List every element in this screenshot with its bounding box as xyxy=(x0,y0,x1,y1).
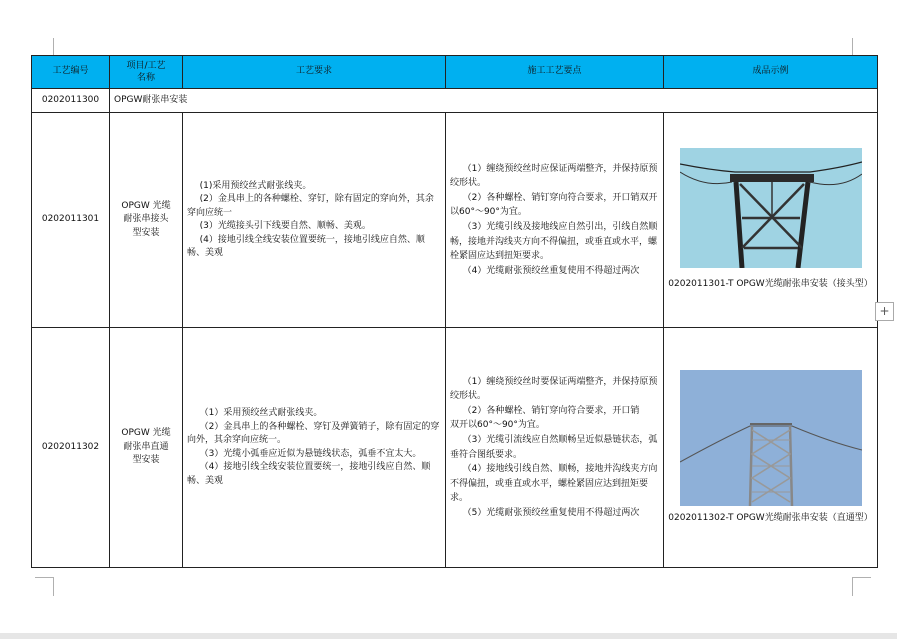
process-table xyxy=(31,55,878,568)
header-key-points: 施工工艺要点 xyxy=(446,56,664,89)
bottom-scroll-area xyxy=(0,633,897,639)
key-point-item: 双开以60°～90°为宜。 xyxy=(450,420,545,431)
requirement-item: （4）接地引线全线安装位置要统一，接地引线应自然、顺畅、美观 xyxy=(187,462,431,486)
crop-mark-bottom-right xyxy=(852,577,871,596)
requirement-item: （1）采用预绞丝式耐张线夹。 xyxy=(199,408,323,418)
key-point-item: （3）光缆引线及接地线应自然引出，引线自然顺畅，接地并沟线夹方向不得偏扭，或垂直或水平，螺栓紧固应达到扭矩要求。 xyxy=(450,222,658,262)
key-point-item: （2）各种螺栓、销钉穿向符合要求，开口销 xyxy=(462,405,640,416)
header-requirements: 工艺要求 xyxy=(183,56,446,89)
key-point-item: （1）缠绕预绞丝时要保证两端整齐，并保持原预绞形状。 xyxy=(450,376,658,402)
header-sample: 成品示例 xyxy=(664,56,878,89)
key-point-item: （4）光缆耐张预绞丝重复使用不得超过两次 xyxy=(462,265,640,276)
requirement-item: (1)采用预绞丝式耐张线夹。 xyxy=(199,180,312,191)
row-code: 0202011301 xyxy=(32,113,110,328)
section-row xyxy=(32,89,878,113)
header-code: 工艺编号 xyxy=(32,56,110,89)
requirement-item: (4）接地引线全线安装位置要统一，接地引线应自然、顺畅、美观 xyxy=(187,234,425,258)
key-point-item: （2）各种螺栓、销钉穿向符合要求，开口销双开以60°～90°为宜。 xyxy=(450,192,658,218)
crop-mark-bottom-left xyxy=(35,577,54,596)
requirement-item: (3）光缆接头引下线要自然、顺畅、美观。 xyxy=(199,221,371,231)
row-requirements xyxy=(183,113,446,328)
requirement-item: （3）光缆小弧垂应近似为悬链线状态，弧垂不宜太大。 xyxy=(199,448,422,459)
row-code: 0202011302 xyxy=(32,328,110,568)
sample-caption: 0202011301-T OPGW光缆耐张串安装（接头型） xyxy=(668,279,873,290)
header-row xyxy=(32,56,878,89)
table-row xyxy=(32,328,878,568)
section-code: 0202011300 xyxy=(32,89,110,113)
row-sample xyxy=(664,113,878,328)
header-name: 项目/工艺 名称 xyxy=(110,56,183,89)
section-name: OPGW耐张串安装 xyxy=(110,89,878,113)
row-key-points xyxy=(446,328,664,568)
key-point-item: （1）缠绕预绞丝时应保证两端整齐，并保持原预绞形状。 xyxy=(450,163,658,189)
row-requirements xyxy=(183,328,446,568)
row-name: OPGW 光缆 耐张串接头 型安装 xyxy=(110,113,183,328)
row-key-points xyxy=(446,113,664,328)
requirement-item: （2）金具串上的各种螺栓、穿钉及弹簧销子，除有固定的穿向外，其余穿向应统一。 xyxy=(187,421,440,445)
tower-top-photo-icon xyxy=(680,370,862,506)
requirement-item: (2）金具串上的各种螺栓、穿钉，除有固定的穿向外，其余穿向应统一 xyxy=(187,194,434,218)
table-row xyxy=(32,113,878,328)
key-point-item: （5）光缆耐张预绞丝重复使用不得超过两次 xyxy=(462,507,640,518)
key-point-item: （4）接地线引线自然、顺畅，接地并沟线夹方向不得偏扭，或垂直或水平，螺栓紧固应达到扭矩要求。 xyxy=(450,464,658,504)
row-sample xyxy=(664,328,878,568)
row-name: OPGW 光缆 耐张串直通 型安装 xyxy=(110,328,183,568)
tower-photo-icon xyxy=(680,148,862,268)
key-point-item: （3）光缆引流线应自然顺畅呈近似悬链状态，弧垂符合图纸要求。 xyxy=(450,434,658,460)
sample-caption: 0202011302-T OPGW光缆耐张串安装（直通型） xyxy=(668,512,873,523)
expand-button[interactable]: + xyxy=(875,302,894,321)
